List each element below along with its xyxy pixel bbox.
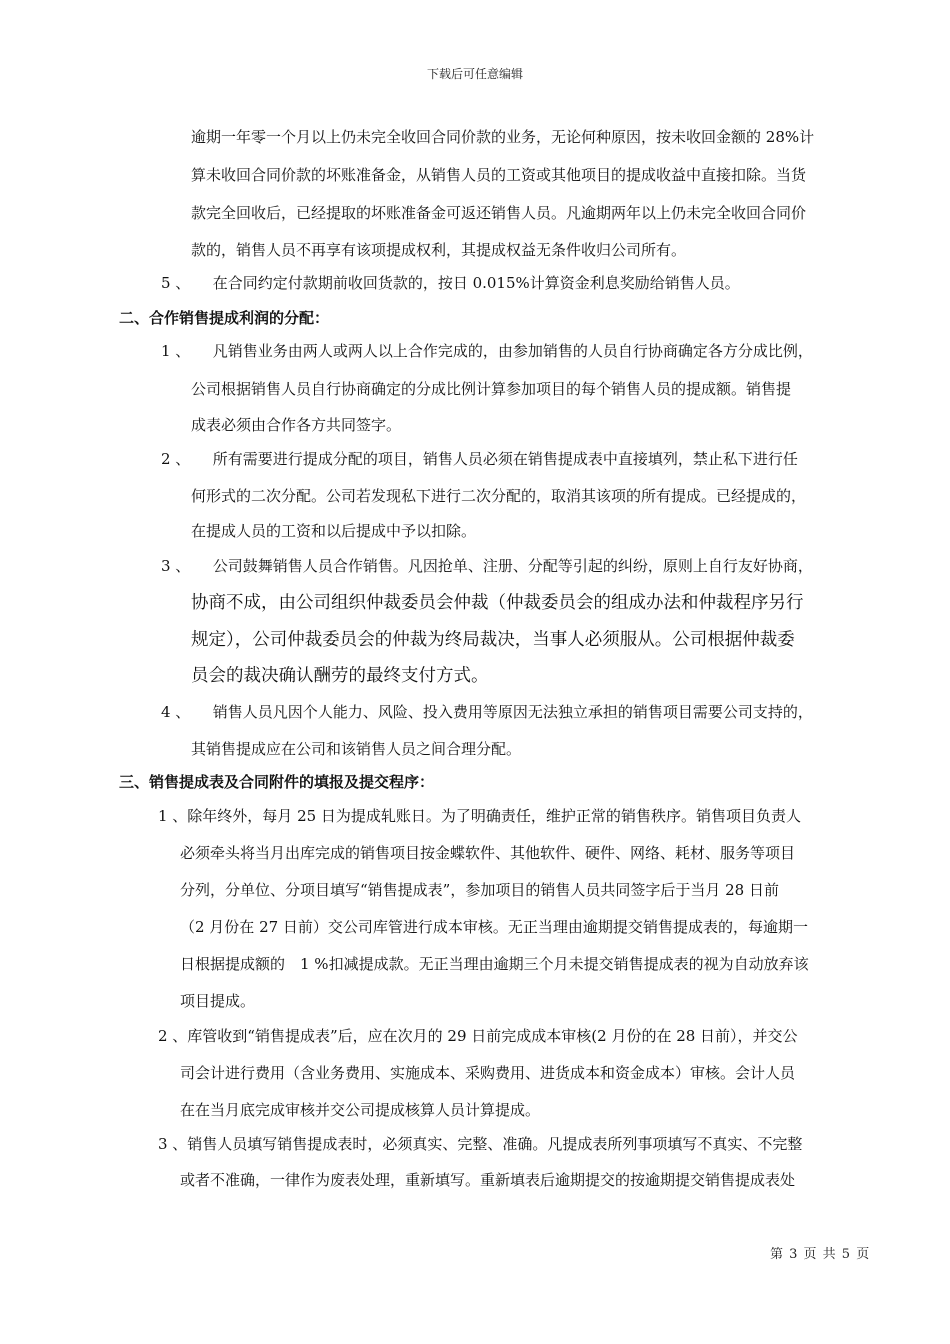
body-line: 司会计进行费用（含业务费用、实施成本、采购费用、进货成本和资金成本）审核。会计人员: [180, 1064, 796, 1082]
body-line: 或者不准确，一律作为废表处理，重新填写。重新填表后逾期提交的按逾期提交销售提成表处: [180, 1171, 796, 1189]
body-line: 其销售提成应在公司和该销售人员之间合理分配。: [191, 740, 522, 758]
body-line: 款完全回收后，已经提取的坏账准备金可返还销售人员。凡逾期两年以上仍未完全收回合同价: [191, 204, 807, 222]
body-line: 款的，销售人员不再享有该项提成权利，其提成权益无条件收归公司所有。: [191, 241, 687, 259]
section-heading-3: 三、销售提成表及合同附件的填报及提交程序：: [119, 773, 435, 791]
body-line: 日根据提成额的 1 %扣减提成款。无正当理由逾期三个月未提交销售提成表的视为自动放弃该: [180, 955, 809, 973]
body-line: 逾期一年零一个月以上仍未完全收回合同价款的业务，无论何种原因，按未收回金额的 28%计: [191, 128, 815, 146]
body-line: 协商不成，由公司组织仲裁委员会仲裁（仲裁委员会的组成办法和仲裁程序另行: [191, 593, 804, 613]
body-line: 员会的裁决确认酬劳的最终支付方式。: [191, 666, 489, 686]
page-header: 下载后可任意编辑: [426, 67, 523, 81]
list-item-2: 2 、库管收到“销售提成表”后，应在次月的 29 日前完成成本审核(2 月份的在 28 日前），并交公: [158, 1027, 798, 1045]
list-item-1: 1 、除年终外，每月 25 日为提成轧账日。为了明确责任，维护正常的销售秩序。销售项目负责人: [158, 807, 801, 825]
body-line: 成表必须由合作各方共同签字。: [191, 416, 402, 434]
body-line: 何形式的二次分配。公司若发现私下进行二次分配的，取消其该项的所有提成。已经提成的，: [191, 487, 807, 505]
body-line: 算未收回合同价款的坏账准备金，从销售人员的工资或其他项目的提成收益中直接扣除。当货: [191, 166, 807, 184]
body-line: 在提成人员的工资和以后提成中予以扣除。: [191, 522, 477, 540]
page-number: 第 3 页 共 5 页: [770, 1247, 871, 1262]
body-line: 必须牵头将当月出库完成的销售项目按金蝶软件、其他软件、硬件、网络、耗材、服务等项目: [180, 844, 796, 862]
body-line: 公司根据销售人员自行协商确定的分成比例计算参加项目的每个销售人员的提成额。销售提: [191, 380, 792, 398]
body-line: （2 月份在 27 日前）交公司库管进行成本审核。无正当理由逾期提交销售提成表的，每逾期一: [180, 918, 808, 936]
body-line: 规定），公司仲裁委员会的仲裁为终局裁决，当事人必须服从。公司根据仲裁委: [191, 630, 795, 650]
section-heading-2: 二、合作销售提成利润的分配：: [119, 309, 330, 327]
body-line: 项目提成。: [180, 992, 256, 1010]
list-item-1: 1 、 凡销售业务由两人或两人以上合作完成的，由参加销售的人员自行协商确定各方分成比例，: [161, 342, 813, 360]
list-item-4: 4 、 销售人员凡因个人能力、风险、投入费用等原因无法独立承担的销售项目需要公司支持的，: [161, 703, 813, 721]
list-item-3: 3 、 公司鼓舞销售人员合作销售。凡因抢单、注册、分配等引起的纠纷，原则上自行友好协商，: [161, 557, 813, 575]
body-line: 在在当月底完成审核并交公司提成核算人员计算提成。: [180, 1101, 541, 1119]
list-item-2: 2 、 所有需要进行提成分配的项目，销售人员必须在销售提成表中直接填列，禁止私下进行任: [161, 450, 798, 468]
body-line: 分列，分单位、分项目填写“销售提成表”，参加项目的销售人员共同签字后于当月 28 日前: [180, 881, 779, 899]
list-item-3: 3 、销售人员填写销售提成表时，必须真实、完整、准确。凡提成表所列事项填写不真实、不完整: [158, 1135, 803, 1153]
list-item-5: 5 、 在合同约定付款期前收回货款的，按日 0.015%计算资金利息奖励给销售人员。: [161, 274, 740, 292]
